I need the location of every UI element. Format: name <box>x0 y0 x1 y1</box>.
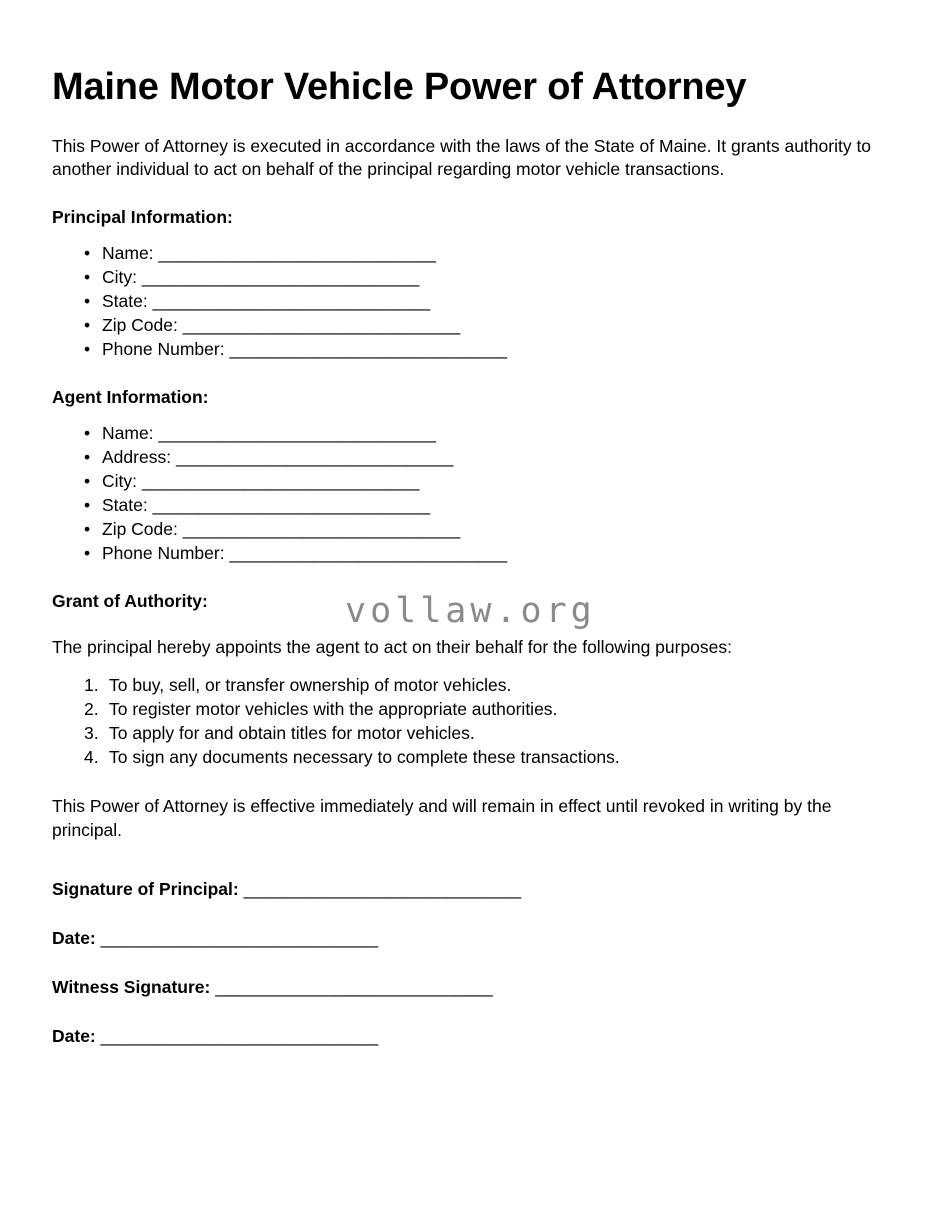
watermark-vollaw: vollaw.org <box>345 591 596 631</box>
signature-of-principal-row <box>52 879 891 900</box>
signature-label: Date: <box>52 928 96 949</box>
grant-intro-paragraph: The principal hereby appoints the agent to act on their behalf for the following purposes: <box>52 636 733 657</box>
field-label: Zip Code: <box>102 315 178 336</box>
principal-date-row <box>52 928 891 949</box>
field-label: Phone Number: <box>102 542 225 563</box>
field-label: Name: <box>102 422 154 443</box>
purpose-list <box>52 674 891 770</box>
fill-in-line[interactable]: ______________________________ <box>158 243 436 264</box>
signature-fill-in-line[interactable]: ______________________________ <box>100 928 378 949</box>
fill-in-line[interactable]: ______________________________ <box>152 494 430 515</box>
fill-in-line[interactable]: ______________________________ <box>141 470 419 491</box>
list-item: To buy, sell, or transfer ownership of motor vehicles. <box>109 674 512 695</box>
list-item <box>84 242 891 266</box>
list-item <box>84 446 891 470</box>
grant-of-authority-heading: Grant of Authority: <box>52 590 208 611</box>
list-item <box>84 542 891 566</box>
list-item <box>84 422 891 446</box>
list-item <box>84 494 891 518</box>
field-label: State: <box>102 291 148 312</box>
signature-fill-in-line[interactable]: ______________________________ <box>215 977 493 998</box>
witness-date-row <box>52 1026 891 1047</box>
principal-information-fields <box>52 242 891 362</box>
signature-block <box>52 879 891 1047</box>
list-item: To register motor vehicles with the appropriate authorities. <box>109 698 558 719</box>
list-item <box>84 266 891 290</box>
fill-in-line[interactable]: ______________________________ <box>182 518 460 539</box>
principal-information-heading: Principal Information: <box>52 207 233 228</box>
witness-signature-row <box>52 977 891 998</box>
field-label: State: <box>102 494 148 515</box>
document-content <box>52 66 891 1047</box>
fill-in-line[interactable]: ______________________________ <box>229 339 507 360</box>
list-item <box>84 470 891 494</box>
fill-in-line[interactable]: ______________________________ <box>175 446 453 467</box>
intro-paragraph: This Power of Attorney is executed in accordance with the laws of the State of Maine. It grants authority to another individual to act on behalf of the principal regarding motor vehicle transactions. <box>52 135 872 180</box>
fill-in-line[interactable]: ______________________________ <box>158 422 436 443</box>
list-item: To sign any documents necessary to complete these transactions. <box>109 746 620 767</box>
signature-label: Witness Signature: <box>52 977 211 998</box>
field-label: Name: <box>102 243 154 264</box>
list-item <box>84 314 891 338</box>
signature-label: Date: <box>52 1026 96 1047</box>
fill-in-line[interactable]: ______________________________ <box>182 315 460 336</box>
agent-information-fields <box>52 422 891 566</box>
signature-fill-in-line[interactable]: ______________________________ <box>100 1026 378 1047</box>
agent-information-heading: Agent Information: <box>52 386 209 407</box>
list-item <box>84 518 891 542</box>
fill-in-line[interactable]: ______________________________ <box>229 542 507 563</box>
field-label: City: <box>102 470 137 491</box>
fill-in-line[interactable]: ______________________________ <box>141 267 419 288</box>
field-label: Zip Code: <box>102 518 178 539</box>
list-item <box>84 338 891 362</box>
signature-label: Signature of Principal: <box>52 879 239 900</box>
fill-in-line[interactable]: ______________________________ <box>152 291 430 312</box>
field-label: City: <box>102 267 137 288</box>
field-label: Address: <box>102 446 172 467</box>
page-title: Maine Motor Vehicle Power of Attorney <box>52 66 747 108</box>
field-label: Phone Number: <box>102 339 225 360</box>
signature-fill-in-line[interactable]: ______________________________ <box>243 879 521 900</box>
list-item: To apply for and obtain titles for motor vehicles. <box>109 722 475 743</box>
effective-paragraph: This Power of Attorney is effective immediately and will remain in effect until revoked in writing by the principal. <box>52 796 832 841</box>
list-item <box>84 290 891 314</box>
